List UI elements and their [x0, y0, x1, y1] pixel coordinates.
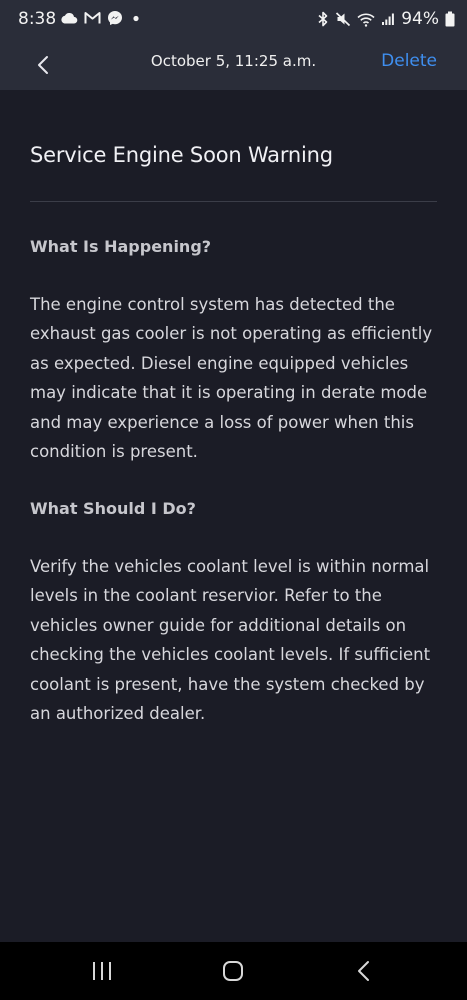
gmail-icon [84, 11, 101, 25]
messenger-icon [107, 10, 123, 26]
section-heading-what-should-i-do: What Should I Do? [30, 499, 196, 518]
status-bar [0, 0, 467, 40]
section-body-what-should-i-do: Verify the vehicles coolant level is within normal levels in the coolant reservior. Refer to the vehicles owner guide for additional details on checking the vehicles coolant levels. If sufficient coolant is present, have the system checked by an authorized dealer. [30, 557, 431, 724]
app-header [0, 40, 467, 90]
message-timestamp: October 5, 11:25 a.m. [150, 52, 317, 70]
cloud-icon [60, 11, 78, 25]
status-time: 8:38 [18, 9, 57, 29]
navigation-bar [0, 942, 467, 1000]
title-divider [30, 201, 437, 202]
message-title: Service Engine Soon Warning [30, 143, 333, 167]
wifi-icon [357, 12, 375, 27]
recent-apps-icon[interactable] [90, 960, 114, 982]
bluetooth-icon [317, 11, 329, 27]
section-body-what-is-happening: The engine control system has detected the exhaust gas cooler is not operating as efficiently as expected. Diesel engine equipped vehicles may indicate that it is operating in derate mode and may experience a loss of power when this condition is present. [30, 295, 433, 462]
message-content [0, 90, 467, 942]
battery-percentage: 94% [401, 9, 439, 29]
signal-icon [381, 12, 395, 26]
nav-back-icon[interactable] [354, 959, 374, 983]
mute-icon [335, 11, 351, 27]
home-icon[interactable] [221, 960, 245, 982]
section-heading-what-is-happening: What Is Happening? [30, 237, 212, 256]
delete-button[interactable]: Delete [381, 51, 437, 71]
system-status-icons [317, 9, 455, 29]
dot-icon [129, 11, 143, 25]
notification-icons [60, 10, 143, 26]
battery-icon [445, 11, 455, 27]
